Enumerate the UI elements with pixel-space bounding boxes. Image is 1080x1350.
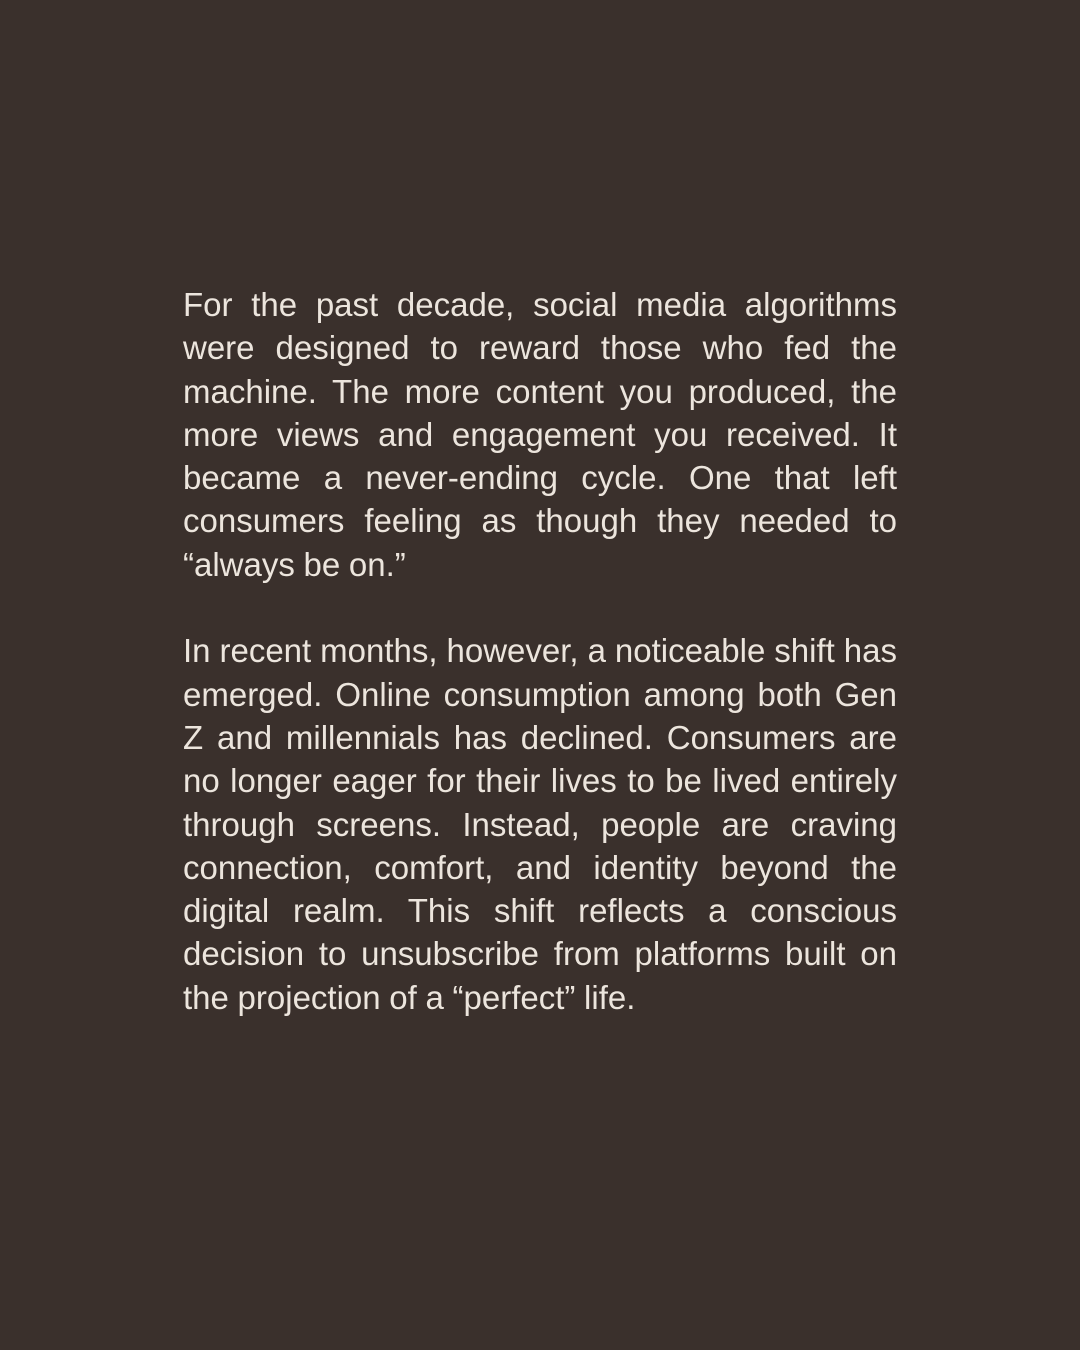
article-text <box>183 283 897 1019</box>
paragraph-2: In recent months, however, a noticeable shift has emerged. Online consumption among both Gen Z and millennials has declined. Consumers are no longer eager for their lives to be lived entirely through screens. Instead, people are craving connection, comfort, and identity beyond the digital realm. This shift reflects a conscious decision to unsubscribe from platforms built on the projection of a “perfect” life. <box>183 632 897 1016</box>
paragraph-1: For the past decade, social media algorithms were designed to reward those who fed the machine. The more content you produced, the more views and engagement you received. It became a never-ending cycle. One that left consumers feeling as though they needed to “always be on.” <box>183 286 897 583</box>
